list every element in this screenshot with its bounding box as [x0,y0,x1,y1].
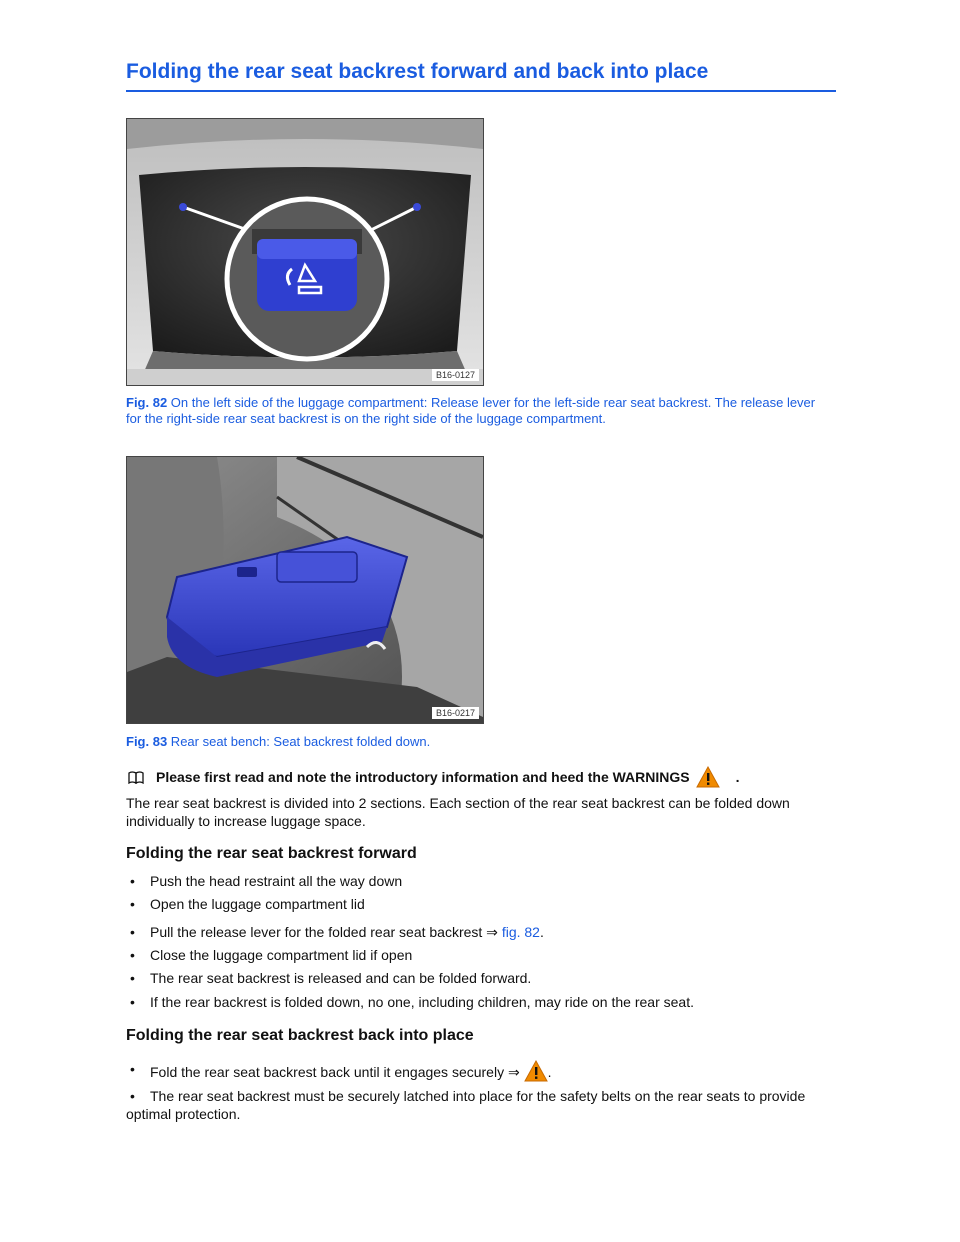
page-title: Folding the rear seat backrest forward and back into place [126,60,836,92]
list-item: • Pull the release lever for the folded rear seat backrest ⇒ fig. 82. [130,924,544,940]
figure-83-caption [126,734,826,750]
intro-note [128,766,740,788]
warning-triangle-icon[interactable] [696,766,720,788]
caption-text: On the left side of the luggage compartment: Release lever for the left-side rear seat backrest. The release lever for the right-side rear seat backrest is on the right side of the luggage compartment. [126,395,816,426]
book-icon [128,771,144,784]
list-item: • Open the luggage compartment lid [130,896,365,912]
list-item: • The rear seat backrest must be securely latched into place for the safety belts on the rear seats to provide optimal protection. [126,1088,806,1122]
section-heading-forward: Folding the rear seat backrest forward [126,845,417,862]
list-item: • The rear seat backrest is released and can be folded forward. [130,970,532,986]
rear-seat-bench-illustration [127,457,483,723]
intro-text: Please first read and note the introductory information and heed the WARNINGS [156,769,690,785]
figure-code: B16-0127 [432,369,479,381]
figure-83-image [126,456,484,724]
list-item: • If the rear backrest is folded down, no one, including children, may ride on the rear seat. [130,994,694,1010]
fig-82-link[interactable]: fig. 82 [501,924,540,940]
list-item: • Fold the rear seat backrest back until it engages securely ⇒ . [130,1061,552,1080]
section-heading-back: Folding the rear seat backrest back into place [126,1027,474,1044]
figure-label: Fig. 82 [126,395,168,410]
figure-82-image [126,118,484,386]
list-item: • Push the head restraint all the way down [130,873,403,889]
intro-end: . [735,769,740,785]
warning-triangle-icon[interactable] [524,1060,548,1082]
body-paragraph: The rear seat backrest is divided into 2 sections. Each section of the rear seat backrest can be folded down individually to increase luggage space. [126,795,790,829]
figure-code: B16-0217 [432,707,479,719]
caption-text: Rear seat bench: Seat backrest folded down. [167,734,431,749]
figure-82-caption [126,395,826,427]
list-item: • Close the luggage compartment lid if open [130,947,413,963]
luggage-compartment-illustration [127,119,483,385]
figure-label: Fig. 83 [126,734,168,749]
